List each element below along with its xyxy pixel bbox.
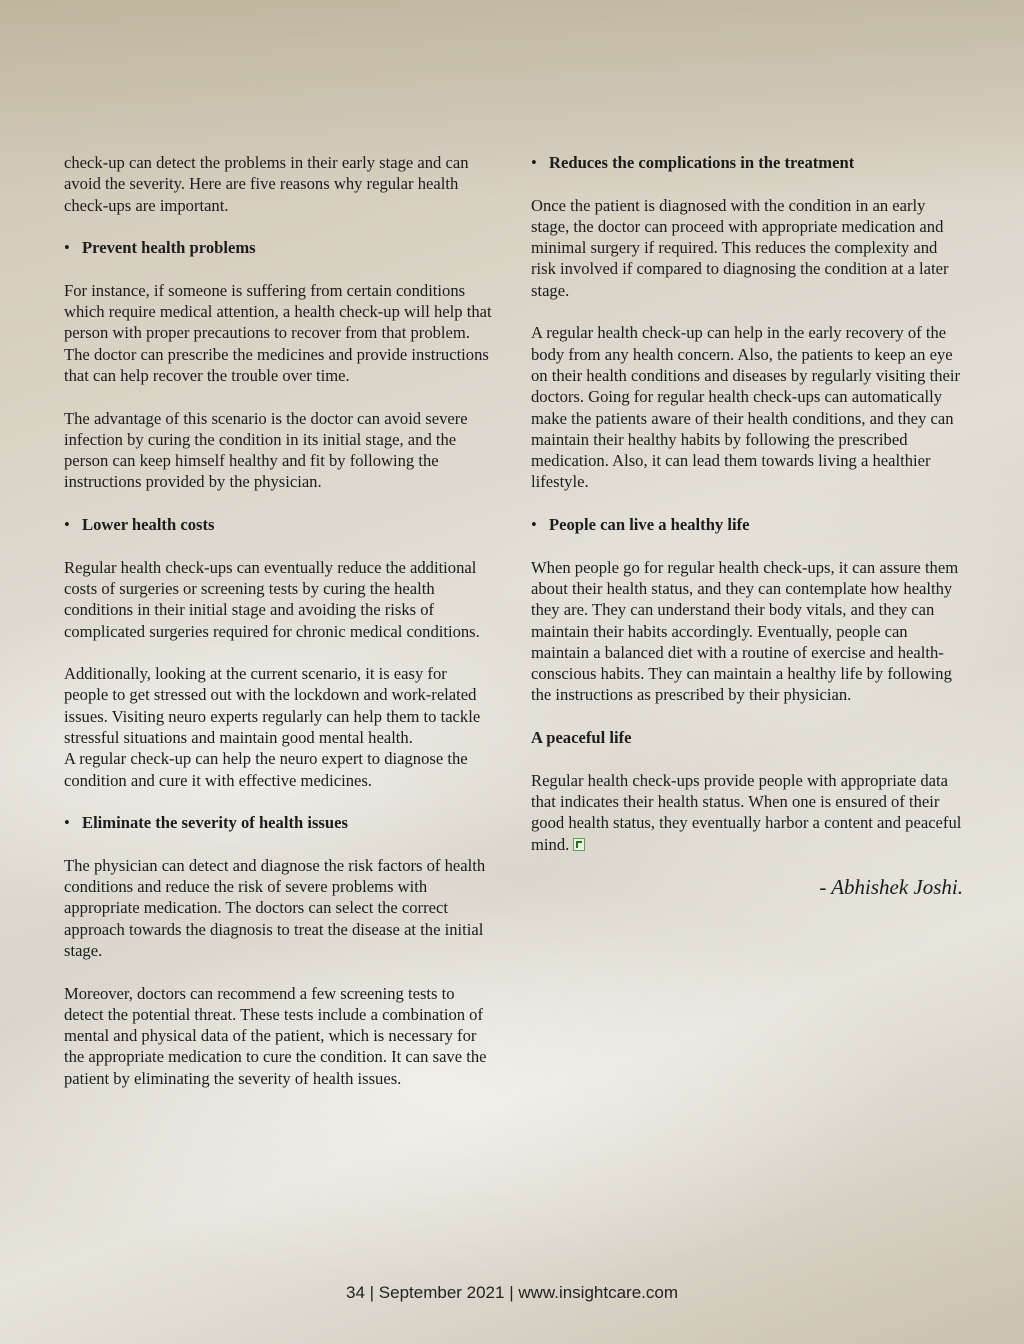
heading-text: People can live a healthy life [549,515,750,535]
severity-paragraph-2: Moreover, doctors can recommend a few screening tests to detect the potential threat. These tests include a combination of mental and physical data of the patient, which is necessary for the appropriate medication to cure the condition. It can save the patient by eliminating the severity of health issues. [64,983,487,1088]
right-column [531,152,963,898]
bullet-icon: • [64,813,70,833]
heading-text: Lower health costs [82,515,215,535]
heading-prevent-health-problems [64,237,494,258]
bullet-icon: • [64,238,70,258]
peaceful-paragraph [531,770,963,855]
complications-paragraph-1: Once the patient is diagnosed with the condition in an early stage, the doctor can proceed with appropriate medication and minimal surgery if required. This reduces the complexity and risk involved if compared to diagnosing the condition at a later stage. [531,195,949,300]
bullet-icon: • [64,515,70,535]
healthy-paragraph: When people go for regular health check-ups, it can assure them about their health status, and they can contemplate how healthy they are. They can understand their body vitals, and they can maintain their habits accordingly. Eventually, people can maintain a balanced diet with a routine of exercise and health-conscious habits. They can maintain a healthy life by following the instructions as prescribed by their physician. [531,557,959,705]
severity-paragraph-1: The physician can detect and diagnose the risk factors of health conditions and reduce the risk of severe problems with appropriate medication. The doctors can select the correct approach towards the diagnosis to treat the disease at the initial stage. [64,855,486,960]
intro-paragraph: check-up can detect the problems in their early stage and can avoid the severity. Here are five reasons why regular health check-ups are important. [64,153,469,215]
page-footer: 34 | September 2021 | www.insightcare.com [346,1283,678,1302]
heading-healthy-life [531,514,963,535]
bullet-icon: • [531,153,537,172]
prevent-paragraph-2: The advantage of this scenario is the doctor can avoid severe infection by curing the condition in its initial stage, and the person can keep himself healthy and fit by following the instructions provided by the physician. [64,408,468,492]
bullet-icon: • [531,515,537,535]
heading-lower-health-costs [64,514,494,535]
costs-paragraph-2: Additionally, looking at the current scenario, it is easy for people to get stressed out with the lockdown and work-related issues. Visiting neuro experts regularly can help them to tackle stressful situations and maintain good mental health. [64,664,481,748]
costs-paragraph-3: A regular check-up can help the neuro expert to diagnose the condition and cure it with effective medicines. [64,749,468,790]
complications-paragraph-2: A regular health check-up can help in the early recovery of the body from any health concern. Also, the patients to keep an eye on their health conditions and diseases by regularly visiting their doctors. Going for regular health check-ups can automatically make the patients aware of their health conditions, and they can maintain their healthy habits by following the prescribed medication. Also, it can lead them towards living a healthier lifestyle. [531,323,961,492]
prevent-paragraph-1: For instance, if someone is suffering from certain conditions which require medical attention, a health check-up will help that person with proper precautions to recover from that problem. The doctor can prescribe the medicines and provide instructions that can help recover the trouble over time. [64,280,492,385]
costs-paragraph-1: Regular health check-ups can eventually reduce the additional costs of surgeries or screening tests by curing the health conditions in their initial stage and avoiding the risks of complicated surgeries required for chronic medical conditions. [64,557,480,641]
cursor-end-icon [573,838,585,851]
heading-text: Eliminate the severity of health issues [82,813,348,833]
heading-peaceful-life: A peaceful life [531,728,632,748]
heading-text: Prevent health problems [82,238,256,258]
heading-reduces-complications [531,152,963,173]
author-signature: - Abhishek Joshi. [819,874,963,899]
left-column [64,152,494,1110]
heading-text: Reduces the complications in the treatment [549,153,855,172]
peaceful-text: Regular health check-ups provide people with appropriate data that indicates their health status. When one is ensured of their good health status, they eventually harbor a content and peaceful mind. [531,770,962,854]
heading-eliminate-severity [64,812,494,833]
